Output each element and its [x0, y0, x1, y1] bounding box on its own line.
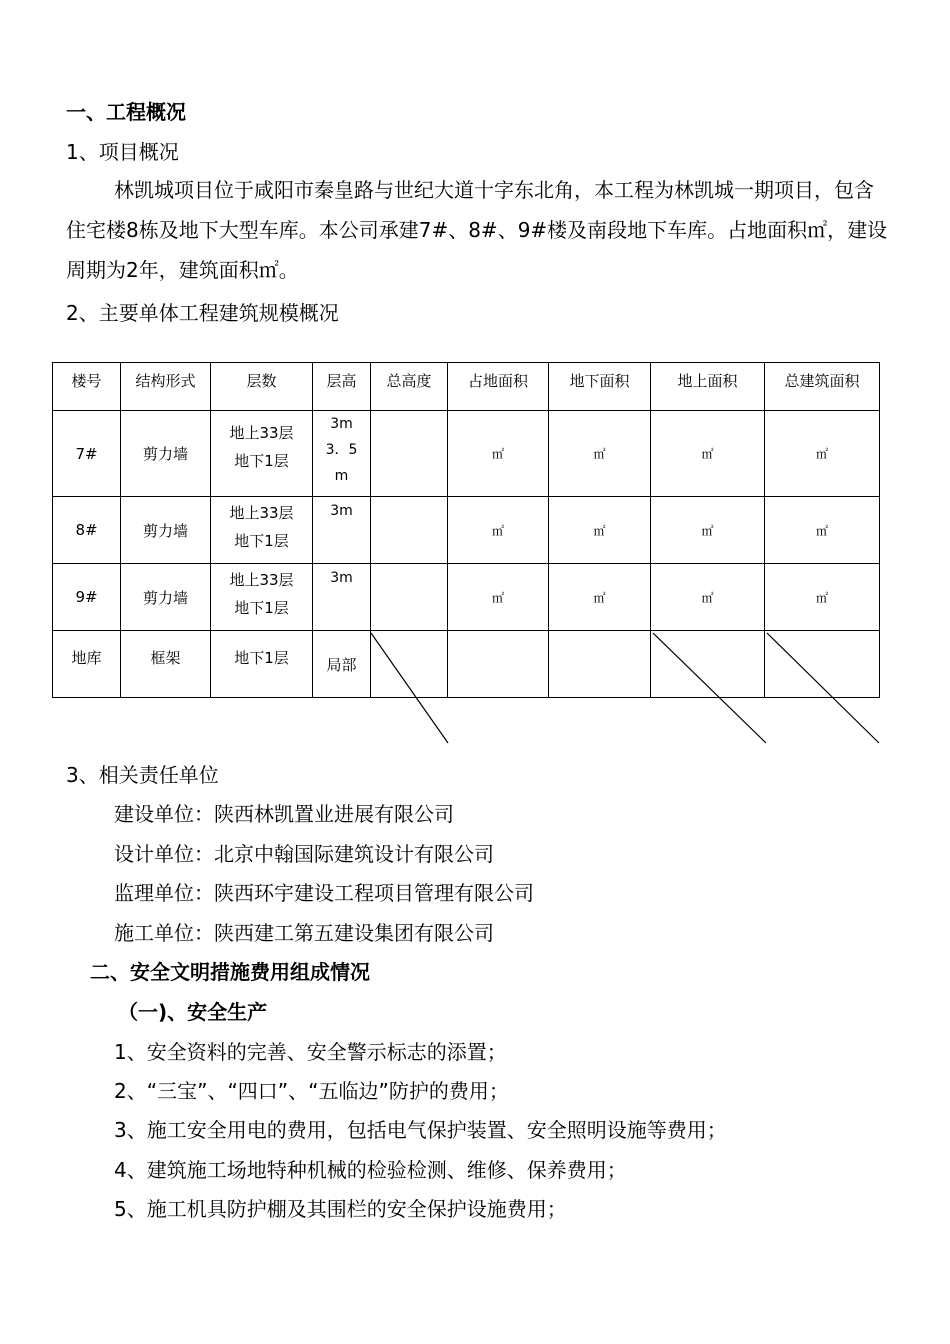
list-item: 3、施工安全用电的费用，包括电气保护装置、安全照明设施等费用；: [114, 1118, 727, 1142]
floors-above: 地上33层: [229, 571, 294, 589]
aboveground-area: ㎡: [651, 411, 765, 497]
section-heading-2: 二、安全文明措施费用组成情况: [90, 960, 370, 984]
list-item: 4、建筑施工场地特种机械的检验检测、维修、保养费用；: [114, 1158, 627, 1182]
construction-owner: 建设单位：陕西林凯置业进展有限公司: [114, 802, 454, 826]
contractor-unit: 施工单位：陕西建工第五建设集团有限公司: [114, 921, 494, 945]
list-item: 1、安全资料的完善、安全警示标志的添置；: [114, 1040, 507, 1064]
header-cell: 地下面积: [549, 363, 651, 411]
total-height: [371, 497, 448, 564]
header-cell: 楼号: [53, 363, 121, 411]
land-area: ㎡: [448, 411, 549, 497]
building-scale-table: [52, 362, 880, 698]
subheading-project-overview: 1、项目概况: [66, 140, 179, 164]
floor-height: 局部: [313, 631, 371, 698]
building-no: 地库: [53, 631, 121, 698]
total-height: [371, 411, 448, 497]
floors-below: 地下1层: [234, 452, 289, 470]
floors-below: 地下1层: [234, 532, 289, 550]
subheading-responsible-units: 3、相关责任单位: [66, 763, 219, 787]
header-cell: 占地面积: [448, 363, 549, 411]
land-area: ㎡: [448, 564, 549, 631]
underground-area: ㎡: [549, 411, 651, 497]
floors-above: 地下1层: [211, 631, 313, 698]
structure-type: 剪力墙: [121, 497, 211, 564]
land-area: [448, 631, 549, 698]
subheading-safety-production: （一)、安全生产: [118, 1000, 268, 1024]
table-row: [53, 631, 880, 698]
floor-height: 3m: [313, 497, 371, 564]
list-item: 2、“三宝”、“四口”、“五临边”防护的费用；: [114, 1079, 509, 1103]
underground-area: [549, 631, 651, 698]
building-no: 7#: [53, 411, 121, 497]
total-area: ㎡: [765, 564, 880, 631]
building-no: 9#: [53, 564, 121, 631]
header-cell: 总高度: [371, 363, 448, 411]
underground-area: ㎡: [549, 564, 651, 631]
header-cell: 地上面积: [651, 363, 765, 411]
structure-type: 剪力墙: [121, 411, 211, 497]
list-item: 5、施工机具防护棚及其围栏的安全保护设施费用；: [114, 1197, 567, 1221]
table-row: [53, 564, 880, 631]
floors-below: 地下1层: [234, 599, 289, 617]
aboveground-area: ㎡: [651, 497, 765, 564]
building-no: 8#: [53, 497, 121, 564]
table-row: [53, 497, 880, 564]
total-height: [371, 631, 448, 698]
total-area: ㎡: [765, 411, 880, 497]
total-area: [765, 631, 880, 698]
floors-above: 地上33层: [229, 504, 294, 522]
table-header-row: [53, 363, 880, 411]
header-cell: 结构形式: [121, 363, 211, 411]
header-cell: 总建筑面积: [765, 363, 880, 411]
supervision-unit: 监理单位：陕西环宇建设工程项目管理有限公司: [114, 881, 534, 905]
structure-type: 剪力墙: [121, 564, 211, 631]
design-unit: 设计单位：北京中翰国际建筑设计有限公司: [114, 842, 494, 866]
total-area: ㎡: [765, 497, 880, 564]
project-description: 林凯城项目位于咸阳市秦皇路与世纪大道十字东北角，本工程为林凯城一期项目，包含住宅楼8栋及地下大型车库。本公司承建7#、8#、9#楼及南段地下车库。占地面积㎡，建设周期为2年，建筑面积㎡。: [66, 178, 888, 282]
section-heading-1: 一、工程概况: [66, 100, 186, 124]
table-row: [53, 411, 880, 497]
header-cell: 层高: [313, 363, 371, 411]
floors-above: 地上33层: [229, 424, 294, 442]
aboveground-area: [651, 631, 765, 698]
underground-area: ㎡: [549, 497, 651, 564]
floor-height: 3m 3．5 m: [313, 411, 371, 497]
total-height: [371, 564, 448, 631]
aboveground-area: ㎡: [651, 564, 765, 631]
header-cell: 层数: [211, 363, 313, 411]
subheading-building-scale: 2、主要单体工程建筑规模概况: [66, 301, 339, 325]
floor-height: 3m: [313, 564, 371, 631]
structure-type: 框架: [121, 631, 211, 698]
land-area: ㎡: [448, 497, 549, 564]
